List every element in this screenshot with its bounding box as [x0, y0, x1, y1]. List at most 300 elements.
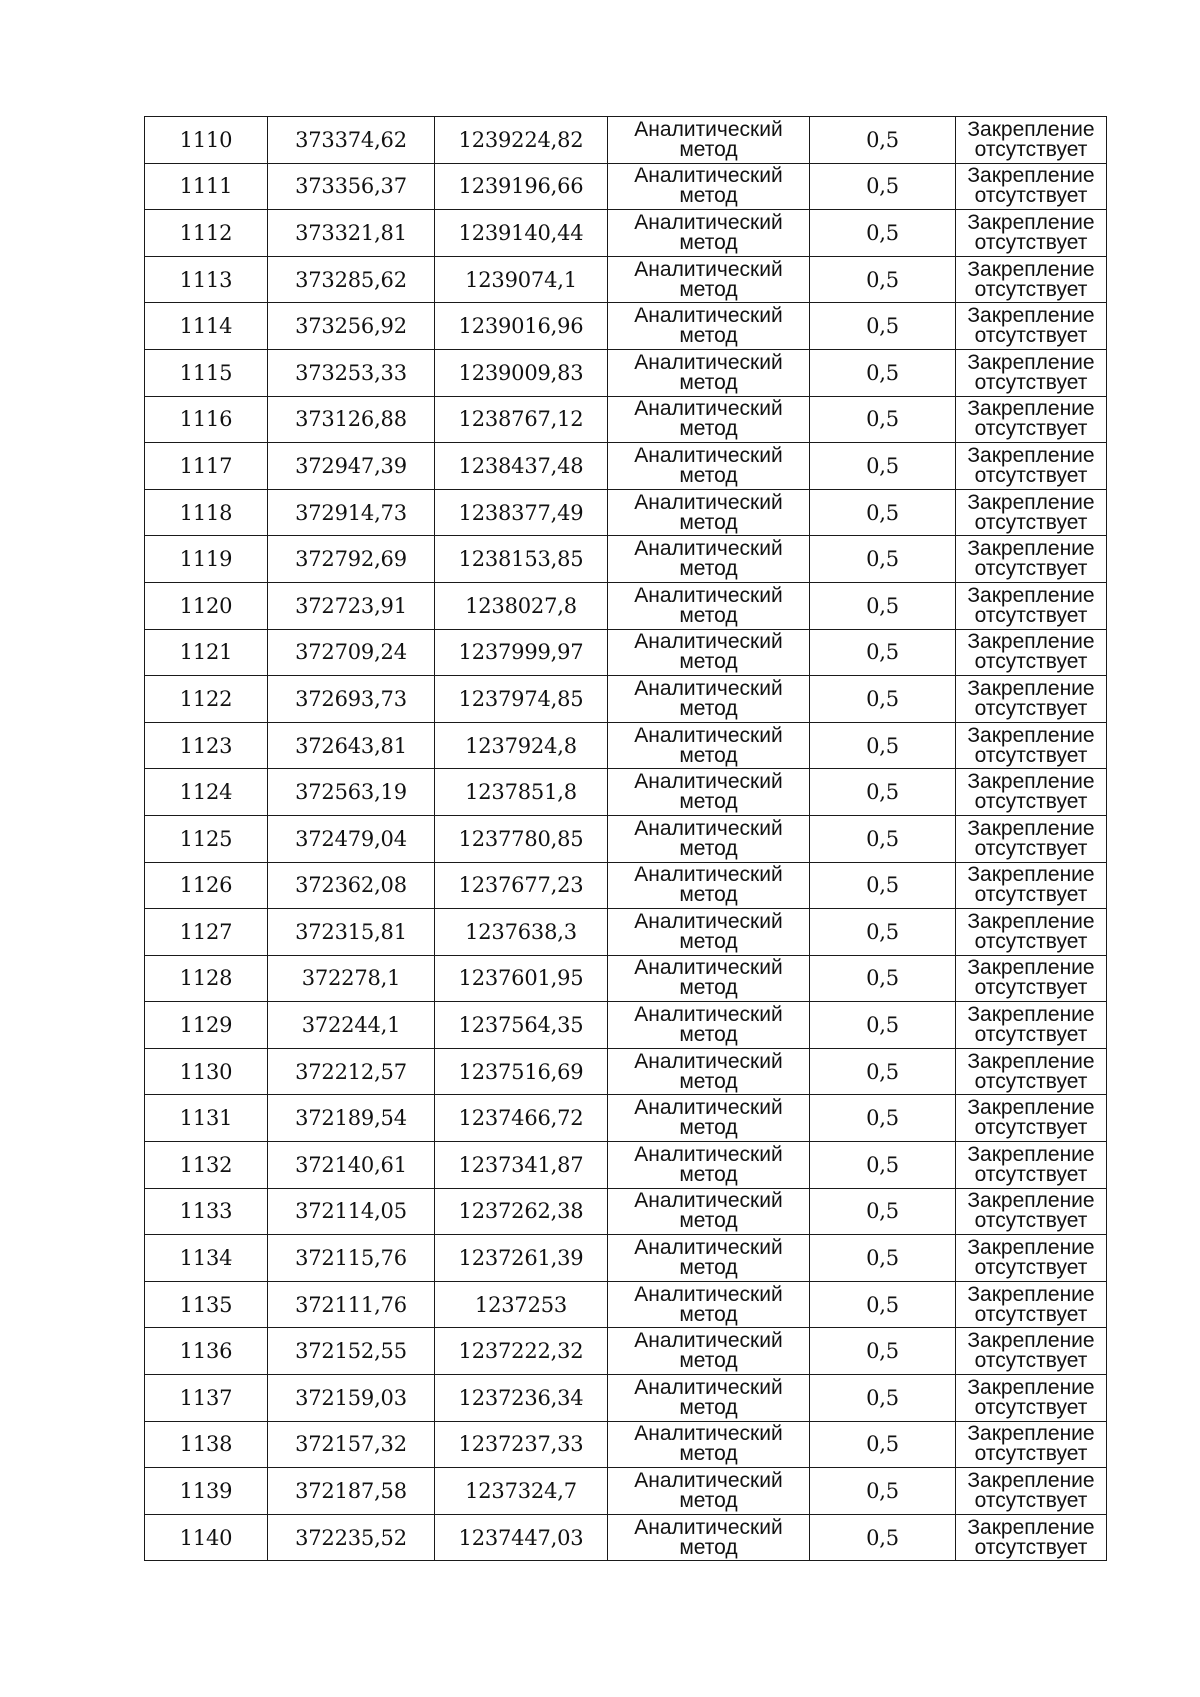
method-line-1: Аналитический [634, 537, 783, 561]
y-coordinate-cell: 1239196,66 [435, 163, 608, 210]
x-coordinate-cell: 372947,39 [268, 443, 435, 490]
y-coordinate-cell: 1237447,03 [435, 1514, 608, 1561]
x-coordinate-cell: 372693,73 [268, 676, 435, 723]
x-coordinate-cell: 372140,61 [268, 1142, 435, 1189]
method-cell [608, 815, 810, 862]
method-line-2: метод [679, 463, 738, 487]
x-coordinate-cell: 373321,81 [268, 210, 435, 257]
method-cell [608, 629, 810, 676]
method-line-2: метод [679, 324, 738, 348]
table-row [145, 955, 1107, 1002]
point-number-cell: 1137 [145, 1375, 268, 1422]
method-line-1: Аналитический [634, 1282, 783, 1306]
method-line-2: метод [679, 1442, 738, 1466]
point-number-cell: 1134 [145, 1235, 268, 1282]
accuracy-cell: 0,5 [810, 1328, 956, 1375]
table-row [145, 349, 1107, 396]
y-coordinate-cell: 1237324,7 [435, 1468, 608, 1515]
fixing-line-2: отсутствует [974, 1256, 1088, 1280]
accuracy-cell: 0,5 [810, 909, 956, 956]
fixing-line-2: отсутствует [974, 1023, 1088, 1047]
table-row [145, 1281, 1107, 1328]
fixing-line-1: Закрепление [967, 1003, 1095, 1027]
fixing-line-1: Закрепление [967, 630, 1095, 654]
x-coordinate-cell: 372723,91 [268, 582, 435, 629]
x-coordinate-cell: 372244,1 [268, 1002, 435, 1049]
accuracy-cell: 0,5 [810, 1514, 956, 1561]
fixing-cell [956, 1468, 1107, 1515]
table-row [145, 117, 1107, 164]
fixing-cell [956, 536, 1107, 583]
y-coordinate-cell: 1238377,49 [435, 489, 608, 536]
method-line-1: Аналитический [634, 397, 783, 421]
method-line-2: метод [679, 370, 738, 394]
fixing-cell [956, 676, 1107, 723]
y-coordinate-cell: 1238153,85 [435, 536, 608, 583]
method-cell [608, 1328, 810, 1375]
point-number-cell: 1117 [145, 443, 268, 490]
y-coordinate-cell: 1237516,69 [435, 1048, 608, 1095]
method-cell [608, 955, 810, 1002]
method-cell [608, 676, 810, 723]
point-number-cell: 1112 [145, 210, 268, 257]
method-cell [608, 256, 810, 303]
x-coordinate-cell: 372114,05 [268, 1188, 435, 1235]
fixing-line-1: Закрепление [967, 1329, 1095, 1353]
accuracy-cell: 0,5 [810, 1468, 956, 1515]
fixing-line-2: отсутствует [974, 1162, 1088, 1186]
accuracy-cell: 0,5 [810, 629, 956, 676]
method-cell [608, 1421, 810, 1468]
fixing-line-1: Закрепление [967, 909, 1095, 933]
point-number-cell: 1136 [145, 1328, 268, 1375]
point-number-cell: 1116 [145, 396, 268, 443]
point-number-cell: 1127 [145, 909, 268, 956]
table-row [145, 303, 1107, 350]
method-line-2: метод [679, 417, 738, 441]
fixing-cell [956, 722, 1107, 769]
x-coordinate-cell: 373126,88 [268, 396, 435, 443]
method-cell [608, 210, 810, 257]
method-cell [608, 117, 810, 164]
method-line-2: метод [679, 1209, 738, 1233]
table-row [145, 1328, 1107, 1375]
method-line-1: Аналитический [634, 1189, 783, 1213]
fixing-cell [956, 1421, 1107, 1468]
method-line-1: Аналитический [634, 1096, 783, 1120]
accuracy-cell: 0,5 [810, 769, 956, 816]
accuracy-cell: 0,5 [810, 256, 956, 303]
y-coordinate-cell: 1237924,8 [435, 722, 608, 769]
accuracy-cell: 0,5 [810, 955, 956, 1002]
table-row [145, 769, 1107, 816]
method-line-1: Аналитический [634, 1375, 783, 1399]
fixing-line-2: отсутствует [974, 184, 1088, 208]
table-row [145, 909, 1107, 956]
fixing-cell [956, 303, 1107, 350]
fixing-line-2: отсутствует [974, 650, 1088, 674]
x-coordinate-cell: 372189,54 [268, 1095, 435, 1142]
fixing-line-1: Закрепление [967, 1469, 1095, 1493]
y-coordinate-cell: 1237341,87 [435, 1142, 608, 1189]
y-coordinate-cell: 1237466,72 [435, 1095, 608, 1142]
method-line-1: Аналитический [634, 304, 783, 328]
method-cell [608, 489, 810, 536]
accuracy-cell: 0,5 [810, 349, 956, 396]
fixing-line-1: Закрепление [967, 956, 1095, 980]
method-line-2: метод [679, 1302, 738, 1326]
fixing-line-2: отсутствует [974, 790, 1088, 814]
method-line-2: метод [679, 836, 738, 860]
table-row [145, 489, 1107, 536]
y-coordinate-cell: 1237261,39 [435, 1235, 608, 1282]
table-row [145, 1095, 1107, 1142]
x-coordinate-cell: 373253,33 [268, 349, 435, 396]
y-coordinate-cell: 1239016,96 [435, 303, 608, 350]
fixing-line-1: Закрепление [967, 1236, 1095, 1260]
method-line-1: Аналитический [634, 1515, 783, 1539]
method-line-1: Аналитический [634, 1049, 783, 1073]
accuracy-cell: 0,5 [810, 536, 956, 583]
fixing-cell [956, 210, 1107, 257]
x-coordinate-cell: 372914,73 [268, 489, 435, 536]
method-line-2: метод [679, 1116, 738, 1140]
method-cell [608, 1235, 810, 1282]
y-coordinate-cell: 1237601,95 [435, 955, 608, 1002]
fixing-line-2: отсутствует [974, 417, 1088, 441]
method-cell [608, 862, 810, 909]
point-number-cell: 1135 [145, 1281, 268, 1328]
fixing-line-2: отсутствует [974, 743, 1088, 767]
table-row [145, 582, 1107, 629]
fixing-line-1: Закрепление [967, 1515, 1095, 1539]
method-line-1: Аналитический [634, 1003, 783, 1027]
fixing-cell [956, 349, 1107, 396]
method-line-2: метод [679, 1069, 738, 1093]
accuracy-cell: 0,5 [810, 489, 956, 536]
x-coordinate-cell: 372563,19 [268, 769, 435, 816]
table-row [145, 815, 1107, 862]
method-line-1: Аналитический [634, 164, 783, 188]
method-cell [608, 582, 810, 629]
x-coordinate-cell: 373256,92 [268, 303, 435, 350]
method-line-1: Аналитический [634, 490, 783, 514]
fixing-line-1: Закрепление [967, 723, 1095, 747]
point-number-cell: 1120 [145, 582, 268, 629]
x-coordinate-cell: 372115,76 [268, 1235, 435, 1282]
y-coordinate-cell: 1237999,97 [435, 629, 608, 676]
y-coordinate-cell: 1238767,12 [435, 396, 608, 443]
accuracy-cell: 0,5 [810, 396, 956, 443]
method-line-1: Аналитический [634, 630, 783, 654]
method-line-1: Аналитический [634, 443, 783, 467]
x-coordinate-cell: 372362,08 [268, 862, 435, 909]
fixing-cell [956, 396, 1107, 443]
method-line-2: метод [679, 883, 738, 907]
method-line-1: Аналитический [634, 770, 783, 794]
fixing-line-2: отсутствует [974, 557, 1088, 581]
method-line-2: метод [679, 1023, 738, 1047]
fixing-line-2: отсутствует [974, 324, 1088, 348]
table-row [145, 1142, 1107, 1189]
method-line-2: метод [679, 230, 738, 254]
method-line-2: метод [679, 929, 738, 953]
fixing-cell [956, 117, 1107, 164]
fixing-line-1: Закрепление [967, 1282, 1095, 1306]
fixing-line-2: отсутствует [974, 1489, 1088, 1513]
point-number-cell: 1139 [145, 1468, 268, 1515]
table-row [145, 1002, 1107, 1049]
method-cell [608, 1142, 810, 1189]
fixing-cell [956, 489, 1107, 536]
fixing-cell [956, 769, 1107, 816]
point-number-cell: 1140 [145, 1514, 268, 1561]
method-cell [608, 443, 810, 490]
fixing-cell [956, 582, 1107, 629]
fixing-line-2: отсутствует [974, 370, 1088, 394]
accuracy-cell: 0,5 [810, 210, 956, 257]
fixing-line-1: Закрепление [967, 210, 1095, 234]
accuracy-cell: 0,5 [810, 1375, 956, 1422]
table-row [145, 1188, 1107, 1235]
point-number-cell: 1115 [145, 349, 268, 396]
fixing-line-1: Закрепление [967, 350, 1095, 374]
fixing-cell [956, 862, 1107, 909]
fixing-line-1: Закрепление [967, 443, 1095, 467]
y-coordinate-cell: 1237974,85 [435, 676, 608, 723]
method-line-1: Аналитический [634, 583, 783, 607]
method-line-2: метод [679, 1535, 738, 1559]
accuracy-cell: 0,5 [810, 1142, 956, 1189]
point-number-cell: 1113 [145, 256, 268, 303]
fixing-cell [956, 1235, 1107, 1282]
fixing-cell [956, 1281, 1107, 1328]
x-coordinate-cell: 373285,62 [268, 256, 435, 303]
method-line-2: метод [679, 1256, 738, 1280]
method-line-2: метод [679, 743, 738, 767]
table-row [145, 536, 1107, 583]
point-number-cell: 1124 [145, 769, 268, 816]
fixing-line-2: отсутствует [974, 1395, 1088, 1419]
fixing-line-1: Закрепление [967, 490, 1095, 514]
method-cell [608, 1375, 810, 1422]
y-coordinate-cell: 1237253 [435, 1281, 608, 1328]
y-coordinate-cell: 1239224,82 [435, 117, 608, 164]
fixing-line-1: Закрепление [967, 1375, 1095, 1399]
accuracy-cell: 0,5 [810, 722, 956, 769]
fixing-cell [956, 1328, 1107, 1375]
point-number-cell: 1130 [145, 1048, 268, 1095]
fixing-line-1: Закрепление [967, 537, 1095, 561]
x-coordinate-cell: 373356,37 [268, 163, 435, 210]
method-line-1: Аналитический [634, 117, 783, 141]
point-number-cell: 1110 [145, 117, 268, 164]
y-coordinate-cell: 1237236,34 [435, 1375, 608, 1422]
fixing-cell [956, 1142, 1107, 1189]
accuracy-cell: 0,5 [810, 303, 956, 350]
method-line-2: метод [679, 557, 738, 581]
x-coordinate-cell: 372157,32 [268, 1421, 435, 1468]
fixing-line-2: отсутствует [974, 277, 1088, 301]
point-number-cell: 1138 [145, 1421, 268, 1468]
fixing-cell [956, 1188, 1107, 1235]
fixing-cell [956, 256, 1107, 303]
fixing-line-1: Закрепление [967, 397, 1095, 421]
x-coordinate-cell: 372212,57 [268, 1048, 435, 1095]
fixing-line-2: отсутствует [974, 230, 1088, 254]
method-line-2: метод [679, 1349, 738, 1373]
fixing-cell [956, 629, 1107, 676]
y-coordinate-cell: 1237638,3 [435, 909, 608, 956]
method-line-2: метод [679, 650, 738, 674]
coordinates-table-body [145, 117, 1107, 1561]
method-line-2: метод [679, 277, 738, 301]
table-row [145, 722, 1107, 769]
method-line-1: Аналитический [634, 1329, 783, 1353]
accuracy-cell: 0,5 [810, 1235, 956, 1282]
y-coordinate-cell: 1237262,38 [435, 1188, 608, 1235]
x-coordinate-cell: 372315,81 [268, 909, 435, 956]
table-row [145, 1048, 1107, 1095]
method-cell [608, 909, 810, 956]
y-coordinate-cell: 1238437,48 [435, 443, 608, 490]
method-line-2: метод [679, 510, 738, 534]
fixing-line-2: отсутствует [974, 696, 1088, 720]
fixing-line-1: Закрепление [967, 1049, 1095, 1073]
fixing-line-1: Закрепление [967, 117, 1095, 141]
table-row [145, 396, 1107, 443]
point-number-cell: 1123 [145, 722, 268, 769]
table-row [145, 163, 1107, 210]
x-coordinate-cell: 372792,69 [268, 536, 435, 583]
x-coordinate-cell: 372479,04 [268, 815, 435, 862]
point-number-cell: 1121 [145, 629, 268, 676]
method-line-1: Аналитический [634, 1469, 783, 1493]
y-coordinate-cell: 1239140,44 [435, 210, 608, 257]
x-coordinate-cell: 372159,03 [268, 1375, 435, 1422]
method-cell [608, 1188, 810, 1235]
accuracy-cell: 0,5 [810, 815, 956, 862]
method-cell [608, 1002, 810, 1049]
fixing-line-2: отсутствует [974, 1302, 1088, 1326]
method-cell [608, 303, 810, 350]
method-line-2: метод [679, 976, 738, 1000]
y-coordinate-cell: 1237222,32 [435, 1328, 608, 1375]
table-row [145, 676, 1107, 723]
method-line-1: Аналитический [634, 723, 783, 747]
table-row [145, 256, 1107, 303]
method-line-2: метод [679, 696, 738, 720]
fixing-line-1: Закрепление [967, 164, 1095, 188]
fixing-line-2: отсутствует [974, 1116, 1088, 1140]
method-line-1: Аналитический [634, 1422, 783, 1446]
x-coordinate-cell: 372152,55 [268, 1328, 435, 1375]
table-row [145, 210, 1107, 257]
method-line-1: Аналитический [634, 1236, 783, 1260]
x-coordinate-cell: 372235,52 [268, 1514, 435, 1561]
fixing-line-2: отсутствует [974, 1069, 1088, 1093]
x-coordinate-cell: 372187,58 [268, 1468, 435, 1515]
point-number-cell: 1118 [145, 489, 268, 536]
y-coordinate-cell: 1239009,83 [435, 349, 608, 396]
method-line-2: метод [679, 603, 738, 627]
point-number-cell: 1126 [145, 862, 268, 909]
fixing-cell [956, 1048, 1107, 1095]
method-cell [608, 722, 810, 769]
table-row [145, 1514, 1107, 1561]
accuracy-cell: 0,5 [810, 862, 956, 909]
y-coordinate-cell: 1237780,85 [435, 815, 608, 862]
accuracy-cell: 0,5 [810, 163, 956, 210]
fixing-cell [956, 443, 1107, 490]
fixing-line-1: Закрепление [967, 770, 1095, 794]
point-number-cell: 1122 [145, 676, 268, 723]
point-number-cell: 1128 [145, 955, 268, 1002]
y-coordinate-cell: 1238027,8 [435, 582, 608, 629]
table-row [145, 1235, 1107, 1282]
method-cell [608, 1468, 810, 1515]
method-line-1: Аналитический [634, 956, 783, 980]
fixing-line-1: Закрепление [967, 816, 1095, 840]
point-number-cell: 1131 [145, 1095, 268, 1142]
point-number-cell: 1111 [145, 163, 268, 210]
y-coordinate-cell: 1237237,33 [435, 1421, 608, 1468]
point-number-cell: 1129 [145, 1002, 268, 1049]
method-line-2: метод [679, 137, 738, 161]
fixing-line-1: Закрепление [967, 863, 1095, 887]
y-coordinate-cell: 1237851,8 [435, 769, 608, 816]
method-line-1: Аналитический [634, 1142, 783, 1166]
fixing-cell [956, 1375, 1107, 1422]
method-line-2: метод [679, 790, 738, 814]
x-coordinate-cell: 372709,24 [268, 629, 435, 676]
fixing-line-2: отсутствует [974, 1535, 1088, 1559]
method-cell [608, 1281, 810, 1328]
accuracy-cell: 0,5 [810, 582, 956, 629]
fixing-line-2: отсутствует [974, 976, 1088, 1000]
method-cell [608, 163, 810, 210]
fixing-line-2: отсутствует [974, 510, 1088, 534]
fixing-cell [956, 1514, 1107, 1561]
method-cell [608, 396, 810, 443]
fixing-line-2: отсутствует [974, 1349, 1088, 1373]
method-line-2: метод [679, 1395, 738, 1419]
table-row [145, 629, 1107, 676]
point-number-cell: 1133 [145, 1188, 268, 1235]
point-number-cell: 1114 [145, 303, 268, 350]
fixing-line-2: отсутствует [974, 883, 1088, 907]
method-line-1: Аналитический [634, 210, 783, 234]
method-line-1: Аналитический [634, 909, 783, 933]
point-number-cell: 1132 [145, 1142, 268, 1189]
table-row [145, 1421, 1107, 1468]
fixing-cell [956, 163, 1107, 210]
fixing-line-1: Закрепление [967, 583, 1095, 607]
fixing-cell [956, 955, 1107, 1002]
fixing-cell [956, 909, 1107, 956]
x-coordinate-cell: 372278,1 [268, 955, 435, 1002]
method-cell [608, 1048, 810, 1095]
method-cell [608, 349, 810, 396]
point-number-cell: 1125 [145, 815, 268, 862]
fixing-line-2: отсутствует [974, 137, 1088, 161]
method-line-1: Аналитический [634, 863, 783, 887]
fixing-line-2: отсутствует [974, 1442, 1088, 1466]
method-line-1: Аналитический [634, 257, 783, 281]
accuracy-cell: 0,5 [810, 1421, 956, 1468]
method-line-2: метод [679, 1489, 738, 1513]
x-coordinate-cell: 373374,62 [268, 117, 435, 164]
